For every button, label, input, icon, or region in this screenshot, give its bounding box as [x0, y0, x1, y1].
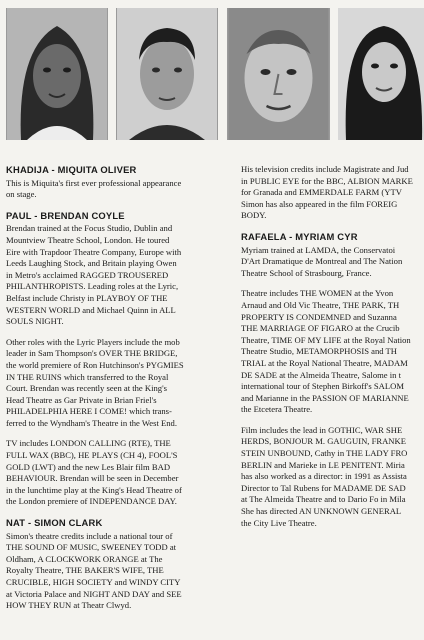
bio-line: TRIAL at the Royal National Theatre, MADAM — [241, 357, 408, 368]
bio-line: Other roles with the Lyric Players include the mob — [6, 336, 180, 347]
bio-line: Theatre School of Strasbourg, France. — [241, 267, 372, 278]
bio-line: GOLD (LWT) and the new Les Blair film BAD — [6, 461, 171, 472]
bio-line: THE SOUND OF MUSIC, SWEENEY TODD at — [6, 542, 177, 553]
bio-line: Film includes the lead in GOTHIC, WAR SHE — [241, 424, 403, 435]
bio-nat — [6, 517, 230, 612]
bio-line: the Etcetera Theatre. — [241, 404, 313, 415]
bio-line: CRUCIBLE, HIGH SOCIETY and WINDY CITY — [6, 577, 181, 587]
bio-line: at Victoria Palace and NIGHT AND DAY and SEE — [6, 588, 182, 599]
bio-line: and Marianne in the PASSION OF MARIANNE — [241, 392, 409, 403]
bio-line: She has directed AN UNKNOWN GENERAL — [241, 506, 402, 517]
bio-line: HOW THEY RUN at Theatr Clwyd. — [6, 600, 132, 611]
bio-line: Court. Brendan was recently seen at the King's — [6, 383, 167, 394]
left-column — [6, 164, 230, 612]
role-heading-khadija: KHADIJA - MIQUITA OLIVER — [6, 164, 137, 175]
bio-paul — [6, 210, 230, 508]
bio-line: Oldham, A CLOCKWORK ORANGE at The — [6, 553, 163, 564]
bio-line: BODY. — [241, 210, 267, 221]
bio-line: IN THE RUINS which transferred to the Royal — [6, 371, 169, 382]
right-column — [241, 164, 424, 529]
headshot-myriam-photo — [338, 8, 424, 140]
bio-line: Mountview Theatre School, London. He toured — [6, 234, 170, 245]
bio-line: TV includes LONDON CALLING (RTE), THE — [6, 438, 171, 449]
bio-line: Arnaud and Old Vic Theatre, THE PARK, TH — [241, 299, 400, 310]
bio-line: on stage. — [6, 189, 37, 200]
cast-photos — [0, 0, 424, 152]
role-heading-rafaela: RAFAELA - MYRIAM CYR — [241, 230, 358, 242]
bio-line: Simon's theatre credits include a national tour of — [6, 530, 173, 541]
bio-line: BEHAVIOUR. Brendan will be seen in December — [6, 473, 179, 484]
bio-line: PHILANTHROPISTS. Leading roles at the Lyric, — [6, 281, 179, 292]
bio-line: PROPERTY IS CONDEMNED and Suzanna — [241, 311, 397, 322]
bio-line: HERDS, BONJOUR M. GAUGUIN, FRANKE — [241, 436, 406, 447]
bio-line: Royalty Theatre, THE BAKER'S WIFE, THE — [6, 565, 164, 576]
bio-line: ferred to the Wyndham's Theatre in the West End. — [6, 417, 177, 428]
headshot-woman-dark-hair-icon — [338, 8, 424, 140]
bio-khadija — [6, 164, 230, 201]
bio-line: Theatre includes THE WOMEN at the Yvon — [241, 288, 394, 299]
bio-line: leader in Sam Thompson's OVER THE BRIDGE, — [6, 348, 178, 359]
headshot-paul-photo — [116, 8, 218, 140]
bio-line: FULL WAX (BBC), HE PLAYS (CH 4), FOOL'S — [6, 450, 178, 461]
headshot-girl-icon — [6, 8, 108, 140]
role-heading-nat: NAT - SIMON CLARK — [6, 517, 103, 529]
bio-line: This is Miquita's first ever professional appearance — [6, 177, 182, 188]
headshot-older-man-icon — [227, 8, 330, 140]
bio-line: Theatre Studio, METAMORPHOSIS and TH — [241, 346, 397, 357]
bio-line: the London premiere of INDEPENDANCE DAY. — [6, 496, 177, 507]
bio-line: international tour of Stephen Birkoff's SALOM — [241, 381, 404, 392]
bio-line: BERLIN and Marieke in LE PENITENT. Miria — [241, 459, 405, 470]
bio-line: His television credits include Magistrate and Jud — [241, 164, 409, 174]
bio-line: the world premiere of Ron Hutchinson's PYGMIES — [6, 359, 184, 370]
bio-line: DE SADE at the Almeida Theatre, Salome in t — [241, 369, 401, 380]
bio-line: Director to Tal Rubens for MADAME DE SAD — [241, 482, 406, 493]
bio-line: Leeds Laughing Stock, and Britain playing Owen — [6, 258, 177, 269]
bio-line: for Granada and EMMERDALE FARM (YTV — [241, 187, 402, 198]
bio-line: has also worked as a director: in 1991 as Assista — [241, 471, 407, 482]
bio-line: THE MARRIAGE OF FIGARO at the Crucib — [241, 323, 400, 334]
bio-line: Theatre, TIME OF MY LIFE at the Royal Nation — [241, 334, 411, 345]
bio-line: Brendan trained at the Focus Studio, Dublin and — [6, 223, 173, 234]
bio-nat-continued — [241, 164, 424, 222]
bio-line: PHILADELPHIA HERE I COME! which trans- — [6, 406, 172, 417]
bio-line: Head Theatre as Gar Private in Brian Friel's — [6, 394, 157, 405]
headshot-man-dark-hair-icon — [116, 8, 218, 140]
bio-line: WESTERN WORLD and Michael Quinn in ALL — [6, 304, 176, 315]
bio-line: Belfast include Christy in PLAYBOY OF THE — [6, 292, 168, 303]
role-heading-paul: PAUL - BRENDAN COYLE — [6, 209, 125, 221]
bio-line: Simon has also appeared in the film FOREIG — [241, 198, 398, 209]
headshot-khadija-photo — [6, 8, 108, 140]
bio-rafaela — [241, 231, 424, 529]
bio-line: in Metro's acclaimed RAGGED TROUSERED — [6, 269, 169, 280]
bio-line: in PUBLIC EYE for the BBC, ALBION MARKE — [241, 175, 413, 186]
headshot-simon-photo — [227, 8, 330, 140]
bio-line: STEIN UNBOUND, Cathy in THE LADY FRO — [241, 448, 408, 459]
bio-line: D'Art Dramatique de Montreal and The Nation — [241, 256, 403, 267]
bio-line: SOULS NIGHT. — [6, 316, 64, 327]
bio-line: the City Live Theatre. — [241, 517, 317, 528]
bio-line: at The Almeida Theatre and to Dario Fo in Mila — [241, 494, 406, 505]
bio-line: Eire with Trapdoor Theatre Company, Europe with — [6, 246, 182, 257]
bio-line: in the lunchtime play at the King's Head Theatre of — [6, 484, 182, 495]
bio-line: Myriam trained at LAMDA, the Conservatoi — [241, 244, 396, 255]
